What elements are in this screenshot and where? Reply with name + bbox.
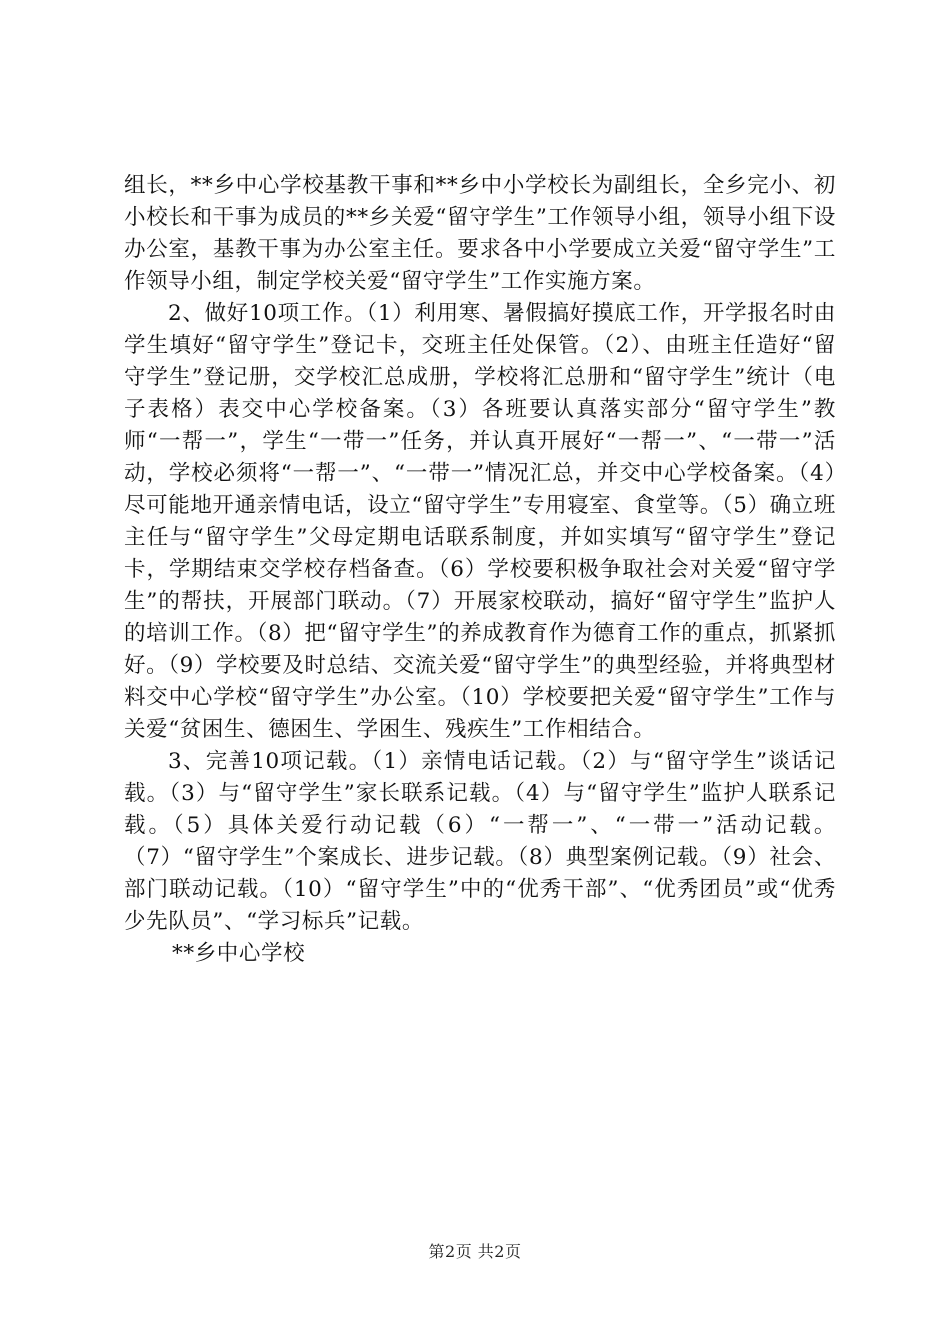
paragraph-ten-tasks: 2、做好10项工作。（1）利用寒、暑假搞好摸底工作，开学报名时由学生填好“留守学生”登记卡，交班主任处保管。（2）、由班主任造好“留守学生”登记册，交学校汇总成册，学校将汇总册和“留守学生”统计（电子表格）表交中心学校备案。（3）各班要认真落实部分“留守学生”教师“一帮一”，学生“一带一”任务，并认真开展好“一帮一”、“一带一”活动，学校必须将“一帮一”、“一带一”情况汇总，并交中心学校备案。（4）尽可能地开通亲情电话，设立“留守学生”专用寝室、食堂等。（5）确立班主任与“留守学生”父母定期电话联系制度，并如实填写“留守学生”登记卡，学期结束交学校存档备查。（6）学校要积极争取社会对关爱“留守学生”的帮扶，开展部门联动。（7）开展家校联动，搞好“留守学生”监护人的培训工作。（8）把“留守学生”的养成教育作为德育工作的重点，抓紧抓好。（9）学校要及时总结、交流关爱“留守学生”的典型经验，并将典型材料交中心学校“留守学生”办公室。（10）学校要把关爱“留守学生”工作与关爱“贫困生、德困生、学困生、残疾生”工作相结合。: [124, 301, 836, 742]
page-footer-number: 第2页 共2页: [428, 1242, 522, 1261]
signature-school: **乡中心学校: [172, 941, 306, 966]
paragraph-ten-records: 3、完善10项记载。（1）亲情电话记载。（2）与“留守学生”谈话记载。（3）与“留守学生”家长联系记载。（4）与“留守学生”监护人联系记载。（5）具体关爱行动记载（6）“一帮一”、“一带一”活动记载。（7）“留守学生”个案成长、进步记载。（8）典型案例记载。（9）社会、部门联动记载。（10）“留守学生”中的“优秀干部”、“优秀团员”或“优秀少先队员”、“学习标兵”记载。: [124, 749, 836, 934]
paragraph-leadership-group: 组长，**乡中心学校基教干事和**乡中小学校长为副组长，全乡完小、初小校长和干事为成员的**乡关爱“留守学生”工作领导小组，领导小组下设办公室，基教干事为办公室主任。要求各中小学要成立关爱“留守学生”工作领导小组，制定学校关爱“留守学生”工作实施方案。: [124, 173, 836, 294]
document-body: [124, 170, 836, 970]
